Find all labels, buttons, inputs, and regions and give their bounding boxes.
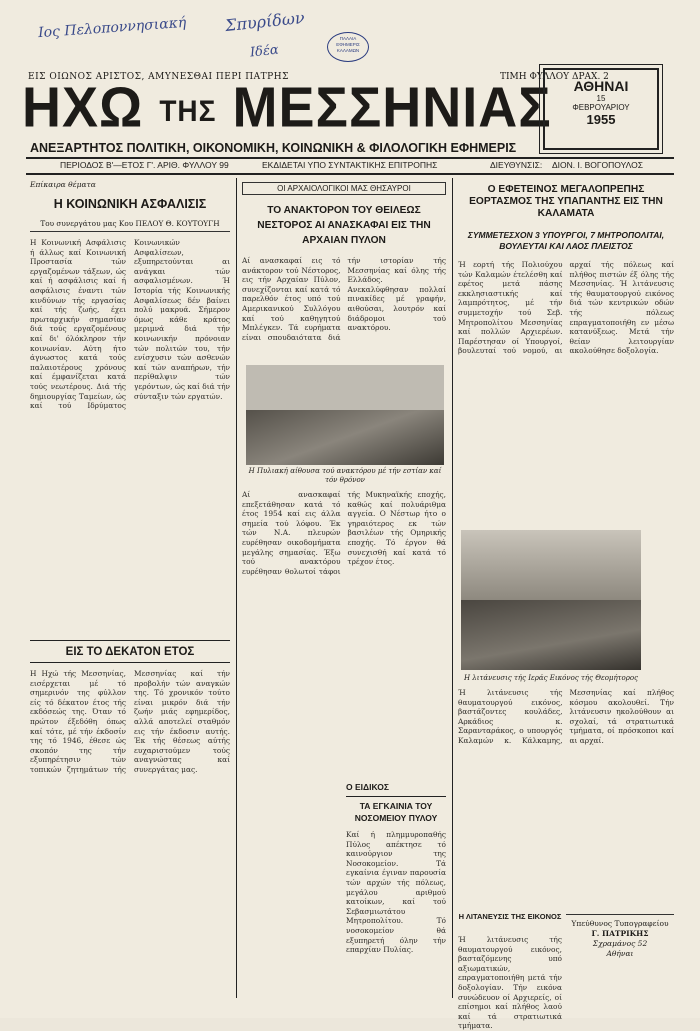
- section-kicker: ΟΙ ΑΡΧΑΙΟΛΟΓΙΚΟΙ ΜΑΣ ΘΗΣΑΥΡΟΙ: [242, 182, 446, 195]
- notice-line-4: Αθήναι: [606, 949, 634, 958]
- masthead-word-2: ΤΗΣ: [159, 94, 217, 128]
- article-body-continued: Αί ανασκαφαί επεξετάθησαν κατά τό έτος 1954 καί εις άλλα σημεία τού λόφου. Έκ τών Ν.Α. πλευρών ευρέθησαν οικοδομήματα μεγάλης σημασίας. Έξω τού ανακτόρου ευρέθησαν θολωτοί τάφοι τής Μυκηναϊκής εποχής, καθώς καί πολυάριθμα αγγεία. Ο Νέστωρ ήτο ο γηραιότερος εκ τών βασιλέων τής Ομηρικής εποχής. Τό έργον θά συνεχισθή καί κατά τό τρέχον έτος.: [242, 490, 446, 576]
- header-rule-bottom: [26, 173, 674, 175]
- article-body: Ή εορτή τής Πολιούχου τών Καλαμών έτελέσθη καί εφέτος μετά πάσης εκκλησιαστικής καί λαμπρότητος, μέ τήν συμμετοχήν τού Σεβ. Μητροπολίτου Μεσσηνίας καί πολλών Αρχιερέων. Παρέστησαν οί Υπουργοί, βουλευταί τού νομού, αι αρχαί τής πόλεως καί πλήθος πιστών έξ όλης τής Μεσσηνίας. Ή λιτάνευσις τής θαυματουργού εικόνος διά τών κεντρικών οδών τής πόλεως επραγματοποιήθη εν μέσω κατανύξεως. Μετά τήν θείαν λειτουργίαν ακολούθησε δοξολογία.: [458, 260, 674, 356]
- article-title: ΤΟ ΑΝΑΚΤΟΡΟΝ ΤΟΥ ΘΕΙΛΕΩΣ ΝΕΣΤΟΡΟΣ ΑΙ ΑΝΑΣΚΑΦΑΙ ΕΙΣ ΤΗΝ ΑΡΧΑΙΑΝ ΠΥΛΟΝ: [257, 205, 431, 246]
- procession-photo: [461, 530, 641, 670]
- notice-line-3: Σχραμάνος 52: [592, 939, 648, 948]
- date-month: ΦΕΒΡΟΥΑΡΙΟΥ: [572, 103, 630, 112]
- handwritten-note-right2: Ιδέα: [249, 42, 280, 61]
- notice-line-1: Υπεύθυνος Τυπογραφείου: [571, 919, 669, 928]
- masthead-word-3: ΜΕΣΣΗΝΙΑΣ: [232, 76, 552, 139]
- date-year: 1955: [586, 112, 616, 127]
- column-divider-2: [452, 178, 453, 998]
- article-nestor-palace: [242, 182, 446, 354]
- article-subtitle: ΣΥΜΜΕΤΕΣΧΟΝ 3 ΥΠΟΥΡΓΟΙ, 7 ΜΗΤΡΟΠΟΛΙΤΑΙ, ΒΟΥΛΕΥΤΑΙ ΚΑΙ ΛΑΟΣ ΠΛΕΙΣΤΟΣ: [467, 230, 665, 251]
- kicker: Επίκαιρα θέματα: [30, 180, 96, 189]
- article-signature: Ο ΕΙΔΙΚΟΣ: [346, 782, 389, 792]
- article-title: Η ΚΟΙΝΩΝΙΚΗ ΑΣΦΑΛΙΣΙΣ: [53, 197, 207, 211]
- period-info: ΠΕΡΙΟΔΟΣ Β'—ΕΤΟΣ Γ'. ΑΡΙΘ. ΦΥΛΛΟΥ 99: [60, 160, 229, 170]
- archive-stamp: ΠΑΛΑΙΑ ΕΦΗΜΕΡΙΣ ΚΑΛΑΜΩΝ: [327, 32, 369, 62]
- handwritten-note-left: Ιος Πελοποννησιακή: [37, 14, 187, 42]
- column-divider-1: [236, 178, 237, 998]
- director-name: ΔΙΟΝ. Ι. ΒΟΓΟΠΟΥΛΟΣ: [552, 160, 644, 170]
- date-day: 15: [596, 94, 606, 103]
- notice-line-2: Γ. ΠΑΤΡΙΚΗΣ: [591, 929, 649, 938]
- printer-notice: [566, 914, 674, 959]
- handwritten-note-right: Σπυρίδων: [224, 7, 306, 36]
- subhead-procession: Η ΛΙΤΑΝΕΥΣΙΣ ΤΗΣ ΕΙΚΟΝΟΣ: [458, 912, 562, 921]
- date-box: [543, 68, 659, 150]
- section-rule-2: [346, 796, 446, 797]
- masthead-title: [22, 76, 552, 143]
- article-tenth-year: [30, 646, 230, 1009]
- byline: Του συνεργάτου μας Κου ΠΕΛΟΥ Θ. ΚΟΥΤΟΥΓΗ: [30, 219, 230, 232]
- procession-photo-caption: Η λιτάνευσις τής Ιεράς Εικόνος τής Θεομήτορος: [463, 674, 639, 682]
- article-body-hospital: Καί ή πλημμυροπαθής Πύλος απέκτησε τό καινούργιον της Νοσοκομείον. Τά εγκαίνια έγιναν παρουσία τών αρχών τής πόλεως, μεγάλου αριθμού κατοίκων, καί τού Σεβασμιωτάτου Μητροπολίτου. Τό νοσοκομείον θά εξυπηρετή όλην τήν επαρχίαν Πυλίας.: [346, 830, 446, 955]
- palace-photo: [246, 365, 444, 465]
- price: ΤΙΜΗ ΦΥΛΛΟΥ ΔΡΑΧ. 2: [500, 72, 609, 82]
- director-label: ΔΙΕΥΘΥΝΣΙΣ:: [490, 160, 543, 170]
- article-body-procession: Ή λιτάνευσις τής θαυματουργού εικόνος, βασταζόμενης υπό αξιωματικών, επραγματοποιήθη μετά τήν δοξολογίαν. Τήν εικόνα συνώδευον οί Αρχιερείς, οί επίσημοι καί πλήθος λαού καί τά στρατιωτικά τμήματα.: [458, 935, 562, 1031]
- palace-photo-caption: Η Πυλιακή αίθουσα τού ανακτόρου μέ τήν εστίαν καί τόν θρόνον: [248, 467, 442, 484]
- article-pylos-hospital: [346, 800, 446, 1010]
- article-title-2: ΕΙΣ ΤΟ ΔΕΚΑΤΟΝ ΕΤΟΣ: [65, 646, 195, 658]
- publisher-info: ΕΚΔΙΔΕΤΑΙ ΥΠΟ ΣΥΝΤΑΚΤΙΚΗΣ ΕΠΙΤΡΟΠΗΣ: [262, 160, 438, 170]
- date-city: ΑΘΗΝΑΙ: [573, 78, 629, 94]
- article-social-insurance: [30, 180, 230, 626]
- article-ypapanti: [458, 184, 674, 552]
- article-body-continued: Ή λιτάνευσις τής θαυματουργού εικόνος, βαστάζοντες κουλάδες, Αρκάδιος κ. Σαρανταράκος, ο υπουργός Καλαμών κ. Κάλκαμης, Μεσσηνίας καί πλήθος κόσμου ακολουθεί. Τήν λιτάνευσιν ηκολούθουν αι σχολαί, τά στρατιωτικά τμήματα, οί πρόσκοποι καί αι αρχαί.: [458, 688, 674, 745]
- subtitle: ΑΝΕΞΑΡΤΗΤΟΣ ΠΟΛΙΤΙΚΗ, ΟΙΚΟΝΟΜΙΚΗ, ΚΟΙΝΩΝΙΚΗ & ΦΙΛΟΛΟΓΙΚΗ ΕΦΗΜΕΡΙΣ: [30, 141, 517, 155]
- article-title: Ο ΕΦΕΤΕΙΝΟΣ ΜΕΓΑΛΟΠΡΕΠΗΣ ΕΟΡΤΑΣΜΟΣ ΤΗΣ ΥΠΑΠΑΝΤΗΣ ΕΙΣ ΤΗΝ ΚΑΛΑΜΑΤΑ: [469, 184, 663, 219]
- header-rule-top: [26, 157, 674, 159]
- motto: ΕΙΣ ΟΙΩΝΟΣ ΑΡΙΣΤΟΣ, ΑΜΥΝΕΣΘΑΙ ΠΕΡΙ ΠΑΤΡΗΣ: [28, 72, 289, 82]
- article-body: Η Κοινωνική Ασφάλισις ή άλλως καί Κοινωνική Προστασία τών εργαζομένων τάξεων, ώς καί ή ασφάλισις καί ή ασφάλισις έναντι τών κινδύνων τής εργασίας καί τής ζωής, έχει πρωταρχικήν σημασίαν διά τούς εργαζομένους καί δι' όλόκληρον τήν κοινωνίαν. Αύτη ήτο άγνωστος κατά τούς παλαιοτέρους χρόνους καί έμφανίζεται κατά τούς νεωτέρους. Διά τής δημιουργίας Ταμείων, ώς καί τού Ιδρύματος Κοινωνικών Ασφαλίσεων, εξυπηρετούνται αι ανάγκαι τών ασφαλισμένων. Ή Ιστορία τής Κοινωνικής Ασφαλίσεως δέν βαίνει πολύ μακρυά. Σήμερον όμως κάθε κράτος μεριμνά διά τήν κοινωνικήν πρόνοιαν τών πολιτών του, τήν ενίσχυσιν τών ασθενών καί τών αναπήρων, τήν περίθαλψιν τών γερόντων, ώς καί διά τήν σύνταξιν τών εργατών.: [30, 238, 230, 411]
- article-body-2: Η Ηχώ τής Μεσσηνίας, εισέρχεται μέ τό σημερινόν της φύλλον είς τό δέκατον έτος τής εκδόσεώς της. Όταν τό πρώτον έξεδόθη όπως καί τότε, μέ τήν έκδοσίν της τό 1946, έθεσε ώς σκοπόν της τήν εξυπηρέτησιν τών τοπικών ζητημάτων τής Μεσσηνίας καί τήν προβολήν τών αναγκών της. Τό χρονικόν τούτο είναι μικρόν διά τήν ζωήν μιάς εφημερίδος, αλλά αποτελεί σταθμόν εις τήν έκδοσιν αυτής. Έκ τής θέσεως αύτής ευχαριστούμεν τούς αναγνώστας καί συνεργάτας μας.: [30, 669, 230, 774]
- masthead-word-1: ΗΧΩ: [22, 76, 144, 139]
- section-rule: [30, 640, 230, 641]
- article-title-hospital: ΤΑ ΕΓΚΑΙΝΙΑ ΤΟΥ ΝΟΣΟΜΕΙΟΥ ΠΥΛΟΥ: [354, 801, 438, 823]
- article-body: Αί ανασκαφαί εις τό ανάκτορον τού Νέστορος, εις τήν Αρχαίαν Πύλον, συνεχίζονται καί κατά τό παρελθόν έτος υπό τού Αμερικανικού Συλλόγου καί τού καθηγητού Μπλέγκεν. Τά ευρήματα είναι σπουδαιότατα διά τήν ιστορίαν τής Μεσσηνίας καί όλης τής Ελλάδος. Ανεκαλύφθησαν πολλαί πινακίδες μέ γραφήν, αιθούσαι, λουτρόν καί διάδρομοι τού ανακτόρου.: [242, 256, 446, 342]
- title-underline: [30, 662, 230, 663]
